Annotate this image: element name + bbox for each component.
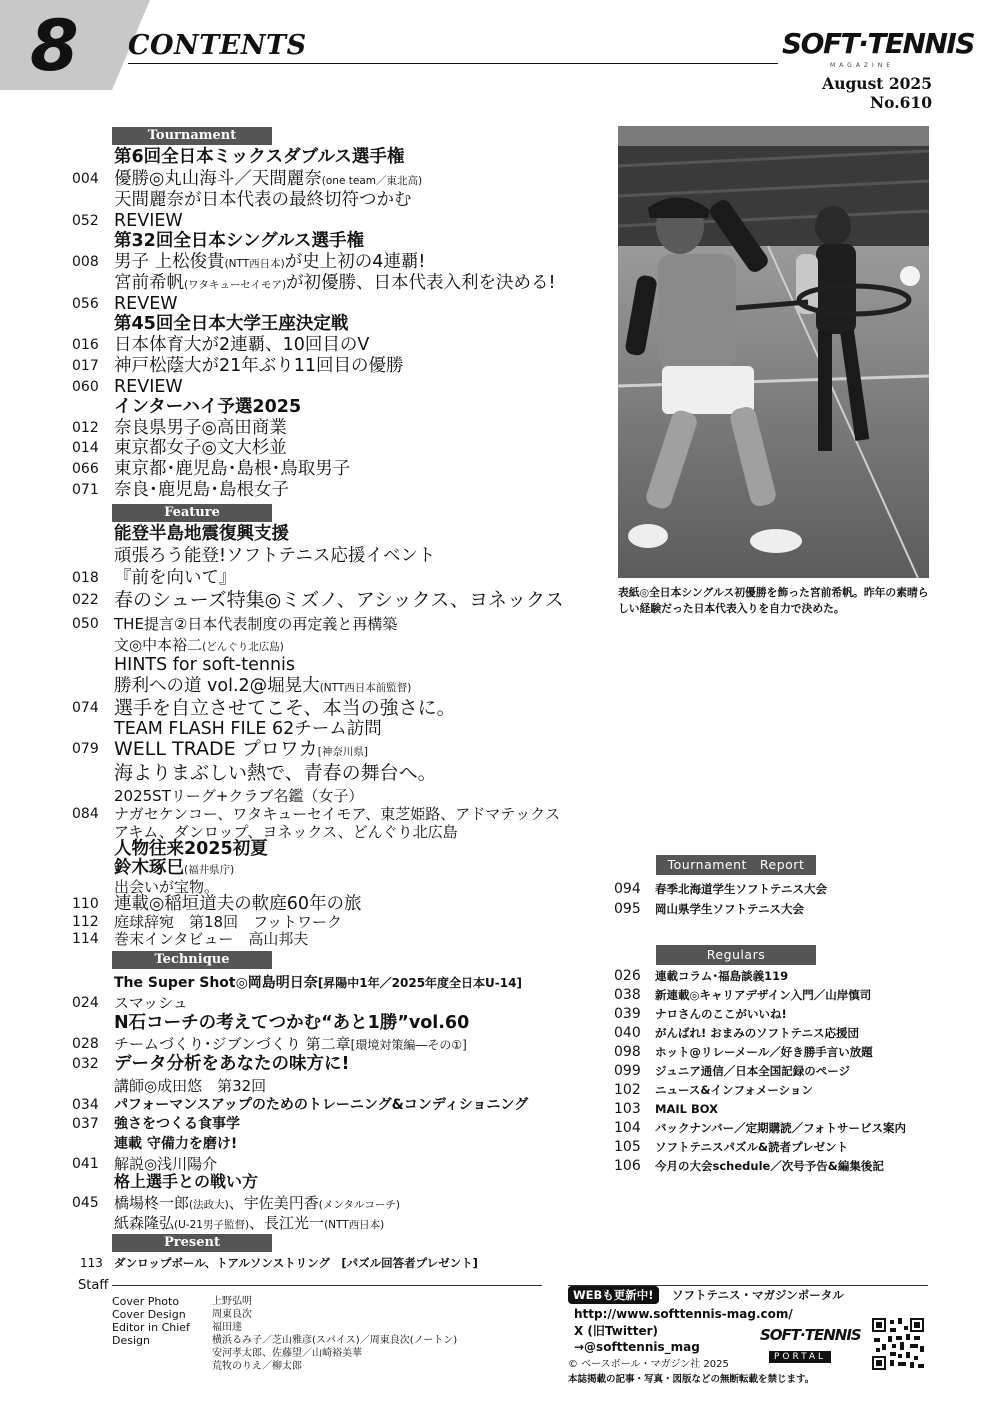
staff-role: Editor in Chief (112, 1321, 190, 1334)
page-title: CONTENTS (128, 30, 307, 61)
cover-photo-illustration (618, 126, 929, 578)
staff-heading: Staff (78, 1278, 109, 1293)
qr-code-icon[interactable] (872, 1318, 924, 1370)
copyright: © ベースボール・マガジン社 2025 (568, 1359, 729, 1370)
portal-logo-text: SOFT·TENNIS (760, 1326, 861, 1344)
page-number: 8 (30, 5, 79, 87)
web-url-link[interactable]: http://www.softtennis-mag.com/ (574, 1307, 793, 1321)
toc-heading: 人物往来2025初夏 (114, 839, 268, 859)
photo-caption: 表紙◎全日本シングルス初優勝を飾った宮前希帆。昨年の素晴らしい経験だった日本代表入りを自力で決めた。 (618, 586, 929, 615)
section-technique: Technique (112, 951, 272, 969)
toc-heading: 第6回全日本ミックスダブルス選手権 (114, 147, 405, 167)
staff-name: 福田達 (212, 1322, 242, 1333)
toc-heading: 第45回全日本大学王座決定戦 (114, 314, 349, 334)
magazine-logo-sub: MAGAZINE (830, 62, 895, 69)
toc-heading: N石コーチの考えてつかむ“あと1勝”vol.60 (114, 1013, 470, 1033)
header-rule (128, 63, 778, 64)
staff-name: 上野弘明 (212, 1296, 252, 1307)
section-present: Present (112, 1234, 272, 1252)
toc-heading: インターハイ予選2025 (114, 397, 302, 417)
section-tournament-report: Tournament Report (656, 855, 816, 875)
staff-name: 安河孝太郎、佐藤望／山崎裕美華 (212, 1348, 362, 1359)
staff-name: 横浜るみ子／芝山雅彦(スパイス)／周東良次(ノートン) (212, 1335, 458, 1346)
toc-heading: 第32回全日本シングルス選手権 (114, 231, 365, 251)
section-tournament: Tournament (112, 127, 272, 145)
web-portal-title: ソフトテニス・マガジンポータル (672, 1288, 844, 1302)
staff-role: Cover Photo (112, 1295, 180, 1308)
toc-heading: 能登半島地震復興支援 (114, 524, 289, 544)
staff-role: Design (112, 1334, 150, 1347)
section-feature: Feature (112, 504, 272, 522)
reprint-notice: 本誌掲載の記事・写真・図版などの無断転載を禁じます。 (568, 1374, 815, 1385)
issue-label: August 2025 No.610 (822, 74, 932, 112)
staff-name: 周東良次 (212, 1309, 252, 1320)
portal-logo[interactable] (760, 1326, 861, 1363)
toc-heading: 格上選手との戦い方 (114, 1172, 259, 1191)
web-update-badge: WEBも更新中! (568, 1286, 659, 1304)
magazine-logo: SOFT·TENNIS (782, 27, 975, 60)
staff-rule (112, 1285, 542, 1286)
toc-heading: データ分析をあなたの味方に! (114, 1054, 350, 1074)
portal-logo-sub: PORTAL (769, 1351, 831, 1363)
cover-photo (618, 126, 929, 578)
section-regulars: Regulars (656, 945, 816, 965)
staff-name: 荒牧のりえ／柳太郎 (212, 1361, 302, 1372)
staff-role: Cover Design (112, 1308, 186, 1321)
x-label: X (旧Twitter) (574, 1324, 658, 1338)
x-handle-link[interactable]: →@softtennis_mag (574, 1340, 700, 1354)
